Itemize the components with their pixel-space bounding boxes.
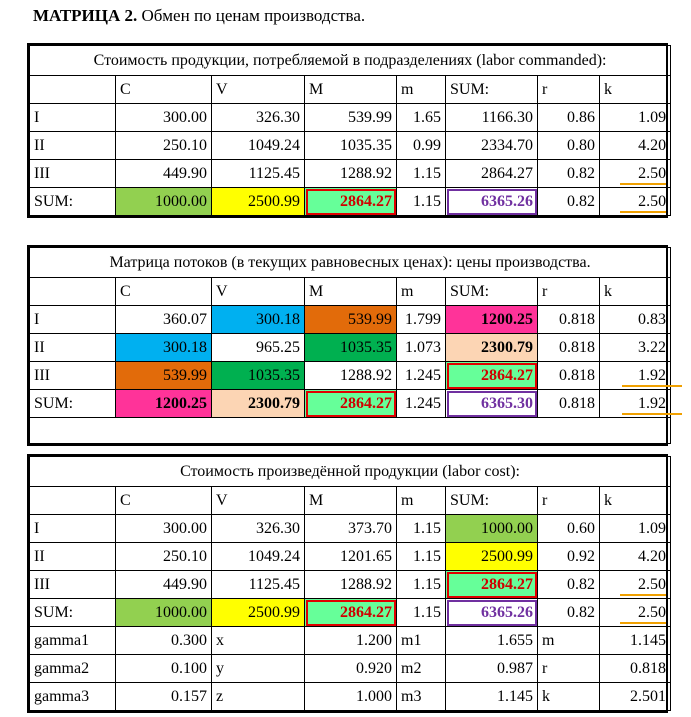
table-caption: Матрица потоков (в текущих равновесных ценах): цены производства.	[30, 248, 671, 278]
table-cell: 539.99	[116, 362, 212, 390]
table-cell: SUM:	[446, 487, 538, 515]
table-cell: 539.99	[305, 306, 397, 334]
table-cell: 300.00	[116, 104, 212, 132]
table-cell: m1	[397, 627, 446, 655]
table-cell: I	[30, 515, 116, 543]
table-cell: C	[116, 487, 212, 515]
table-cell: 1288.92	[305, 571, 397, 599]
table-cell: 0.99	[397, 132, 446, 160]
table-sum-row	[30, 188, 671, 216]
table-cell: 1.073	[397, 334, 446, 362]
table-cell: gamma1	[30, 627, 116, 655]
table-cell: 2864.27	[305, 188, 397, 216]
table-cell: 0.83	[600, 306, 671, 334]
table-cell: 449.90	[116, 571, 212, 599]
table-cell	[30, 487, 116, 515]
table-cell: 1.145	[600, 627, 671, 655]
table-row	[30, 306, 671, 334]
table-cell: 1.245	[397, 390, 446, 418]
table-cell: 449.90	[116, 160, 212, 188]
table-cell: 0.92	[538, 543, 600, 571]
table-cell: 2864.27	[446, 160, 538, 188]
table-row	[30, 334, 671, 362]
table-row	[30, 515, 671, 543]
table-cell: 0.818	[538, 306, 600, 334]
table-cell: 0.82	[538, 188, 600, 216]
table-cell: 1.200	[305, 627, 397, 655]
table-cell: 326.30	[212, 104, 305, 132]
table-cell: r	[538, 278, 600, 306]
table-cell: 3.22	[600, 334, 671, 362]
table-cell: 0.82	[538, 160, 600, 188]
table-cell: gamma2	[30, 655, 116, 683]
table-cell: y	[212, 655, 305, 683]
table-cell: 0.818	[538, 390, 600, 418]
table-cell: SUM:	[30, 599, 116, 627]
table-cell: 1035.35	[305, 334, 397, 362]
table-cell: II	[30, 543, 116, 571]
table-row	[30, 132, 671, 160]
table-cell: 1.655	[446, 627, 538, 655]
table-cell: 2500.99	[212, 188, 305, 216]
table-cell: 6365.26	[446, 599, 538, 627]
table-cell: 965.25	[212, 334, 305, 362]
document-title: МАТРИЦА 2. Обмен по ценам производства.	[33, 6, 366, 25]
table-cell: 2.50	[600, 599, 671, 627]
table-cell: 2864.27	[305, 390, 397, 418]
table-cell: 1000.00	[446, 515, 538, 543]
table-cell: V	[212, 76, 305, 104]
param-row	[30, 627, 671, 655]
table-labor-cost	[27, 454, 668, 713]
table-cell: 1049.24	[212, 543, 305, 571]
table-cell: 0.100	[116, 655, 212, 683]
table-cell: I	[30, 104, 116, 132]
table-labor-commanded	[27, 43, 668, 218]
table-cell: k	[600, 76, 671, 104]
table-cell: SUM:	[30, 390, 116, 418]
table-cell: 2864.27	[305, 599, 397, 627]
table-cell: k	[538, 683, 600, 711]
table-cell: 0.987	[446, 655, 538, 683]
table-cell: 0.82	[538, 571, 600, 599]
table-cell: I	[30, 306, 116, 334]
table-cell: 1.09	[600, 515, 671, 543]
table-cell: r	[538, 655, 600, 683]
table-sum-row	[30, 599, 671, 627]
table-caption: Стоимость продукции, потребляемой в подразделениях (labor commanded):	[30, 46, 671, 76]
table-production-prices	[27, 245, 668, 446]
table-cell: C	[116, 278, 212, 306]
table-cell: 2500.99	[212, 599, 305, 627]
table-cell: 360.07	[116, 306, 212, 334]
table-cell: V	[212, 487, 305, 515]
table-cell: 1125.45	[212, 571, 305, 599]
table-cell: 539.99	[305, 104, 397, 132]
table-cell: III	[30, 160, 116, 188]
table-sum-row	[30, 390, 671, 418]
table-cell: 2.50	[600, 188, 671, 216]
table-cell: 250.10	[116, 132, 212, 160]
table-cell: m	[397, 76, 446, 104]
table-cell: 1288.92	[305, 362, 397, 390]
table-cell: 1035.35	[212, 362, 305, 390]
table-cell: 1.92	[600, 362, 671, 390]
table-caption: Стоимость произведённой продукции (labor cost):	[30, 457, 671, 487]
param-row	[30, 655, 671, 683]
table-cell: II	[30, 334, 116, 362]
table-cell: x	[212, 627, 305, 655]
table-cell: 4.20	[600, 543, 671, 571]
table-cell: r	[538, 76, 600, 104]
table-row	[30, 543, 671, 571]
table-cell: SUM:	[446, 278, 538, 306]
table-cell: 1035.35	[305, 132, 397, 160]
table-cell: 0.818	[538, 362, 600, 390]
table-cell: 1.145	[446, 683, 538, 711]
table-cell: 300.00	[116, 515, 212, 543]
table-cell: 326.30	[212, 515, 305, 543]
table-header-row	[30, 76, 671, 104]
table-cell: 2.50	[600, 571, 671, 599]
table-cell: 1166.30	[446, 104, 538, 132]
table-cell: 1.65	[397, 104, 446, 132]
table-cell: 1.000	[305, 683, 397, 711]
table-cell: 2864.27	[446, 362, 538, 390]
table-cell: 1.15	[397, 160, 446, 188]
table-cell: 1.15	[397, 515, 446, 543]
table-cell: 0.920	[305, 655, 397, 683]
table-cell: M	[305, 76, 397, 104]
table-cell: 373.70	[305, 515, 397, 543]
table-cell: M	[305, 278, 397, 306]
table-cell: 2.50	[600, 160, 671, 188]
table-cell: 0.300	[116, 627, 212, 655]
table-cell: 0.82	[538, 599, 600, 627]
table-cell: 1.15	[397, 188, 446, 216]
table-cell: 0.157	[116, 683, 212, 711]
table-cell: II	[30, 132, 116, 160]
table-cell: 300.18	[116, 334, 212, 362]
table-header-row	[30, 278, 671, 306]
table-cell	[30, 278, 116, 306]
param-row	[30, 683, 671, 711]
table-cell: 2300.79	[212, 390, 305, 418]
table-row	[30, 104, 671, 132]
table-cell: 1201.65	[305, 543, 397, 571]
table-cell: k	[600, 487, 671, 515]
table-cell: 1125.45	[212, 160, 305, 188]
table-cell: 2300.79	[446, 334, 538, 362]
table-cell: 2334.70	[446, 132, 538, 160]
table-cell: m	[397, 278, 446, 306]
table-cell: m	[397, 487, 446, 515]
table-cell: gamma3	[30, 683, 116, 711]
table-row	[30, 571, 671, 599]
table-cell: 2.501	[600, 683, 671, 711]
table-cell: 1288.92	[305, 160, 397, 188]
table-cell: m3	[397, 683, 446, 711]
table-cell: 0.86	[538, 104, 600, 132]
table-row	[30, 362, 671, 390]
table-cell: 1.245	[397, 362, 446, 390]
table-cell: z	[212, 683, 305, 711]
table-cell: SUM:	[30, 188, 116, 216]
table-cell: 2500.99	[446, 543, 538, 571]
table-cell	[30, 418, 671, 444]
table-cell: 0.60	[538, 515, 600, 543]
table-cell: V	[212, 278, 305, 306]
table-cell: 1.799	[397, 306, 446, 334]
table-cell: 4.20	[600, 132, 671, 160]
table-cell: 1.09	[600, 104, 671, 132]
table-cell: k	[600, 278, 671, 306]
table-row	[30, 160, 671, 188]
table-cell: 6365.30	[446, 390, 538, 418]
table-cell: r	[538, 487, 600, 515]
table-cell: m2	[397, 655, 446, 683]
table-cell: SUM:	[446, 76, 538, 104]
table-cell: C	[116, 76, 212, 104]
table-cell: III	[30, 362, 116, 390]
table-cell: 0.818	[600, 655, 671, 683]
table-cell: 250.10	[116, 543, 212, 571]
table-cell: 2864.27	[446, 571, 538, 599]
table-cell: 1000.00	[116, 599, 212, 627]
table-cell: 1000.00	[116, 188, 212, 216]
table-cell: 0.80	[538, 132, 600, 160]
table-cell: 1200.25	[116, 390, 212, 418]
table-cell: 1.92	[600, 390, 671, 418]
spacer-row	[30, 418, 671, 444]
table-cell: 300.18	[212, 306, 305, 334]
table-cell: M	[305, 487, 397, 515]
table-cell: 1049.24	[212, 132, 305, 160]
table-cell: 6365.26	[446, 188, 538, 216]
table-cell: 0.818	[538, 334, 600, 362]
table-cell	[30, 76, 116, 104]
table-header-row	[30, 487, 671, 515]
table-cell: 1.15	[397, 571, 446, 599]
table-cell: III	[30, 571, 116, 599]
table-cell: 1.15	[397, 543, 446, 571]
table-cell: 1200.25	[446, 306, 538, 334]
table-cell: 1.15	[397, 599, 446, 627]
table-cell: m	[538, 627, 600, 655]
